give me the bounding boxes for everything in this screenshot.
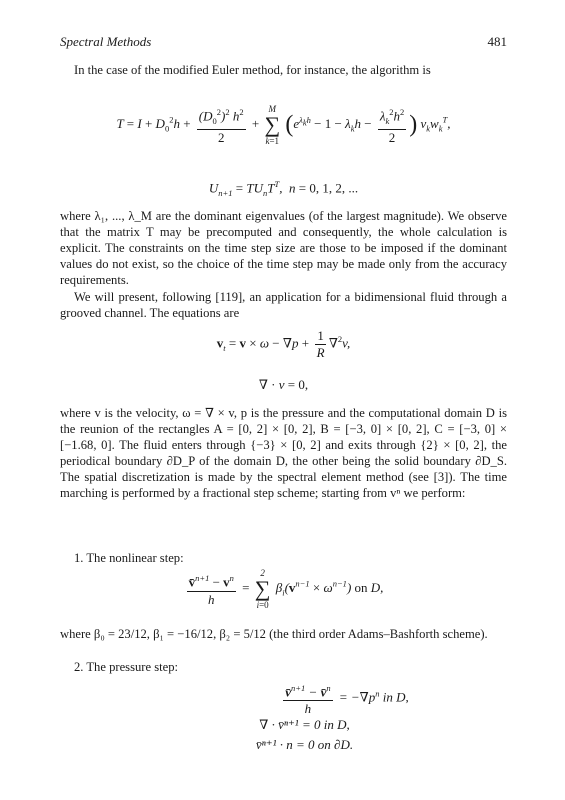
equation-momentum: $v_t = v \times \omega - \nabla p$ + $\frac{1}{R}$ ∇$^2$v, <box>216 328 351 360</box>
equation-nonlinear-step: $\frac{v̄^{n+1} - v^n}{h}$ = 2 ∑ i=0 $\beta_i(v^{n-1} \times \omega^{n-1})$ on D, <box>188 568 384 610</box>
step-1-label: 1. The nonlinear step: <box>74 551 184 565</box>
equation-divergence: ∇ · v = 0, <box>258 377 309 392</box>
equation-Un: $U_{n+1} = TU_nT^T$, n = 0, 1, 2, ... <box>208 179 359 198</box>
paragraph-intro: In the case of the modified Euler method, for instance, the algorithm is <box>74 63 431 77</box>
running-header <box>60 34 507 50</box>
step-2-label: 2. The pressure step: <box>74 660 178 674</box>
paragraph-application: We will present, following [119], an application for a bidimensional fluid through a grooved channel. The equations are <box>60 290 507 321</box>
equation-pressure-2: ∇ · v̄ⁿ⁺¹ = 0 in D, <box>259 717 350 732</box>
equation-pressure-3: v̄ⁿ⁺¹ · n = 0 on ∂D. <box>255 737 354 752</box>
equation-T: $T = I + D_0^2h$ + $\frac{(D_0^2)^2 h^2}{2}$ + M ∑ k=1 ($e^{\lambda_kh} - 1 - \lambda_kh$ − $\frac{\lambda_k^2h^2}{2}$ ) $v_kw_k^T$, <box>116 104 451 146</box>
running-title: Spectral Methods <box>60 34 152 49</box>
paragraph-domain: where v is the velocity, ω = ∇ × v, p is the pressure and the computational domain D is the reunion of the rectangles A = [0, 2] × [0, 2], B = [−3, 0] × [0, 2], C = [−3, 0] × [−1.68, 0]. The fluid enters through {−3} × [0, 2] and exits through {2} × [0, 2], the periodical boundary ∂D_P of the domain D, the other being the solid boundary ∂D_S. The spatial discretization is made by the spectral element method (see [3]). The time marching is performed by a fractional step scheme; starting from vⁿ we perform: <box>60 406 507 501</box>
page-number: 481 <box>487 34 507 49</box>
paragraph-eigenvalues: where λ₁, ..., λ_M are the dominant eigenvalues (of the largest magnitude). We observe that the matrix T may be precomputed and consequently, the whole calculation is explicit. The constraints on the time step size are those to be imposed if the dominant values do not exist, so the choice of the time step may be made only from the accuracy requirements. <box>60 209 507 288</box>
paragraph-adams-bashforth: where β₀ = 23/12, β₁ = −16/12, β₂ = 5/12 (the third order Adams–Bashforth scheme). <box>60 627 488 641</box>
equation-pressure-1: $\frac{v̄^{n+1} - v̄^n}{h}$ = $-\nabla p^n$ in D, <box>62 680 565 717</box>
